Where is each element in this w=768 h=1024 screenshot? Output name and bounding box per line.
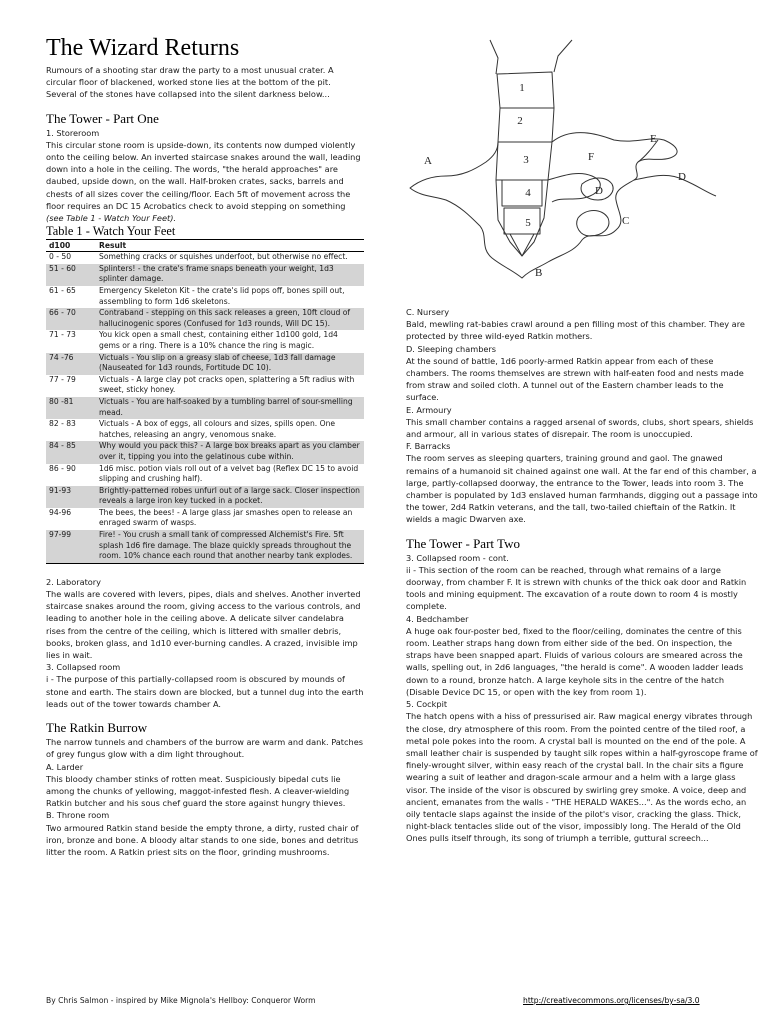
table-body [46, 252, 364, 564]
table-cell-result: Brightly-patterned robes unfurl out of a large sack. Closer inspection reveals a large iron key tucked in a pocket. [96, 486, 364, 508]
footer-credit: By Chris Salmon - inspired by Mike Mignola's Hellboy: Conqueror Worm [46, 996, 316, 1005]
collapsed-room-text: i - The purpose of this partially-collapsed room is obscured by mounds of stone and earth. The stairs down are blocked, but a tunnel dug into the earth leads out of the tower towards chamber A. [46, 674, 364, 709]
table-cell-roll: 66 - 70 [46, 308, 96, 330]
table-cell-roll: 94-96 [49, 507, 72, 517]
storeroom-label: 1. Storeroom [46, 127, 100, 138]
table-caption: Table 1 - Watch Your Feet [46, 224, 176, 239]
table-cell-roll: 86 - 90 [49, 463, 76, 473]
map-label-5: 5 [525, 217, 531, 229]
table-row [46, 486, 364, 508]
larder-text: This bloody chamber stinks of rotten meat. Suspiciously bipedal cuts lie among the chunks of yellowing, maggot-infested flesh. A cleaver-wielding Ratkin butcher and his sous chef guard the store against hungry thieves. [46, 773, 350, 809]
table-cell-result: Splinters! - the crate's frame snaps beneath your weight, 1d3 splinter damage. [96, 264, 364, 286]
map-label-2: 2 [517, 115, 523, 127]
throne-room-text: Two armoured Ratkin stand beside the empty throne, a dirty, rusted chair of iron, bronze and bone. A bloody altar stands to one side, bones and detritus litter the room. A Ratkin priest sits on the floor, grinding mushrooms. [46, 822, 359, 857]
table-cell-result: Contraband - stepping on this sack releases a green, 10ft cloud of hallucinogenic spores (Confused for 1d3 rounds, Will DC 15). [96, 308, 364, 330]
storeroom-table-ref: (see Table 1 - Watch Your Feet). [46, 213, 177, 224]
map-label-c: C [622, 215, 630, 227]
table-row [46, 252, 364, 264]
table-cell-result: Victuals - You are half-soaked by a tumbling barrel of sour-smelling mead. [96, 397, 364, 419]
collapsed-cont-label: 3. Collapsed room - cont. [406, 552, 509, 563]
table-row [46, 353, 364, 375]
burrow-map [402, 30, 732, 296]
map-label-3: 3 [523, 154, 529, 166]
table-row [46, 464, 364, 486]
map-label-a: A [424, 155, 432, 167]
table-cell-result: You kick open a small chest, containing either 1d100 gold, 1d4 gems or a ring. There is a 10% chance the ring is magic. [99, 330, 338, 350]
table-cell-result: Emergency Skeleton Kit - the crate's lid pops off, bones spill out, assembling to form 1d6 skeletons. [99, 286, 345, 306]
table-row [46, 530, 364, 563]
table-row [46, 508, 364, 530]
room-4-box [502, 180, 542, 206]
right-column [406, 306, 758, 845]
table-cell-result: Why would you pack this? - A large box breaks apart as you clamber over it, tipping you into the gelatinous cube within. [96, 441, 364, 463]
map-label-d-east: D [678, 171, 686, 183]
barracks-text: The room serves as sleeping quarters, training ground and gaol. The gnawed remains of a humanoid sit chained against one wall. At the far end of this chamber, a large, partly-collapsed doorway, the entrance to the Tower, leads into room 3. The chamber is populated by 1d3 enslaved human farmhands, digging out a passage into the tower, 2d4 Ratkin veterans, and the tall, two-tailed chieftain of the Ratkin. It wields a magic Dwarven axe. [406, 453, 758, 525]
table-cell-roll: 51 - 60 [46, 264, 96, 286]
armoury-label: E. Armoury [406, 404, 452, 415]
left-column [46, 34, 364, 858]
table-cell-roll: 0 - 50 [49, 252, 72, 262]
chamber-c [577, 211, 609, 237]
table-cell-roll: 71 - 73 [49, 330, 76, 340]
table-row [46, 286, 364, 308]
table-cell-roll: 91-93 [46, 486, 96, 508]
larder-label: A. Larder [46, 761, 84, 772]
room-5-box [504, 208, 540, 234]
table-cell-result: Victuals - A large clay pot cracks open, splattering a 5ft radius with sweet, sticky honey. [99, 374, 355, 395]
map-label-4: 4 [525, 187, 531, 199]
table-row [46, 397, 364, 419]
table-row [46, 264, 364, 286]
map-label-d-west: D [595, 185, 603, 197]
nursery-text: Bald, mewling rat-babies crawl around a pen filling most of this chamber. They are protected by three wild-eyed Ratkin mothers. [406, 319, 745, 342]
table-cell-roll: 74 -76 [46, 353, 96, 375]
page-title: The Wizard Returns [46, 35, 240, 61]
table-cell-result: Victuals - A box of eggs, all colours and sizes, spills open. One hatches, releasing an angry, venomous snake. [99, 419, 336, 439]
collapsed-room-label: 3. Collapsed room [46, 662, 121, 673]
table-cell-result: 1d6 misc. potion vials roll out of a velvet bag (Reflex DC 15 to avoid slipping and crushing half). [99, 463, 359, 484]
table-cell-result: Victuals - You slip on a greasy slab of cheese, 1d3 fall damage (Nauseated for 1d3 rounds, Fortitude DC 10). [96, 353, 364, 375]
table-header-result: Result [96, 240, 364, 252]
burrow-outline [410, 40, 677, 278]
tower-part-one-heading: The Tower - Part One [46, 110, 159, 126]
table-cell-roll: 82 - 83 [49, 419, 76, 429]
nursery-label: C. Nursery [406, 307, 450, 317]
tunnel-east [634, 175, 716, 196]
map-label-f: F [588, 151, 595, 163]
table-cell-roll: 80 -81 [46, 397, 96, 419]
storeroom-text: This circular stone room is upside-down, its contents now dumped violently onto the ceiling below. An inverted staircase snakes around the wall, leading down into a hole in the ceiling. The words, "the herald approaches" are daubed, upside down, on the wall. Half-broken crates, sacks, barrels and chests of all sizes cover the ceiling/floor. Each 5ft of movement across the floor requires an DC 15 Acrobatics check to avoid stepping on something (see Table 1 - Watch Your Feet). [46, 139, 361, 224]
license-link[interactable]: http://creativecommons.org/licenses/by-sa/3.0 [523, 996, 700, 1005]
table-row [46, 441, 364, 463]
table-cell-roll: 61 - 65 [49, 286, 76, 296]
throne-room-label: B. Throne room [46, 810, 110, 821]
map-label-1: 1 [519, 82, 525, 94]
bedchamber-text: A huge oak four-poster bed, fixed to the floor/ceiling, dominates the centre of this room. Leather straps hang down from either side of the bed. On inspection, the straps have been snapped apart. Fluids of various colours are smeared across the walls, spelling out, in 2d6 languages, "the herald is come". A wooden ladder leads down to a round, bronze hatch. A large keyhole sits in the centre of the hatch (Disable Device DC 15, or open with the key from room 1). [406, 625, 744, 697]
table-header-d100: d100 [46, 240, 96, 252]
table-row [46, 419, 364, 441]
table-cell-roll: 77 - 79 [49, 374, 76, 384]
sleeping-chambers-text: At the sound of battle, 1d6 poorly-armed Ratkin appear from each of these chambers. The rooms themselves are strewn with half-eaten food and nests made from straw and soiled cloth. A tunnel out of the Eastern chamber leads to the surface. [406, 355, 744, 403]
table-cell-roll: 84 - 85 [46, 441, 96, 463]
burrow-intro-text: The narrow tunnels and chambers of the burrow are warm and dank. Patches of grey fungus glow with a dim light throughout. [46, 737, 364, 760]
intro-text: Rumours of a shooting star draw the party to a most unusual crater. A circular floor of blackened, worked stone lies at the bottom of the pit. Several of the stones have collapsed into the silent darkness below... [46, 65, 334, 100]
cockpit-text: The hatch opens with a hiss of pressurised air. Raw magical energy vibrates through the close, dry atmosphere of this room. From the pointed centre of the tiled roof, a metal pole pokes into the room. A crystal ball is mounted on the end of the pole. A small leather chair is suspended by taught silk ropes within a half-gyroscope frame of finely-wrought silver, within easy reach of the crystal ball. In the chair sits a figure wearing a suit of leather and dragon-scale armour and a helm with a large glass visor. The inside of the visor is obscured by swirling grey smoke. A voice, deep and ancient, emanates from the walls - "THE HERALD WAKES...". As the words echo, an oily tentacle slaps against the inside of the pilot's visor, cracking the glass. Thick, night-black tentacles slide out of the visor, impossibly long. The Herald of the Old Ones pulls itself through, its song of triumph a terrible, guttural screech... [406, 711, 758, 844]
tower-spire [510, 234, 534, 256]
armoury-text: This small chamber contains a ragged arsenal of swords, clubs, short spears, shields and armour, all in various states of disrepair. The room is unoccupied. [406, 416, 754, 440]
table-row [46, 375, 364, 397]
table-row [46, 330, 364, 352]
table-cell-result: The bees, the bees! - A large glass jar smashes open to release an enraged swarm of wasps. [99, 507, 353, 528]
laboratory-text: The walls are covered with levers, pipes, dials and shelves. Another inverted staircase snakes around the room, giving access to the various controls, and leading to another hole in the ceiling above. A delicate silver candelabra rises from the centre of the ceiling, which is littered with smaller debris, books, broken glass, and 1d10 ever-burning candles. A crazed, invisible imp lies in wait. [46, 589, 361, 661]
table-cell-result: Something cracks or squishes underfoot, but otherwise no effect. [99, 252, 348, 262]
barracks-label: F. Barracks [406, 441, 451, 452]
map-label-e: E [650, 133, 657, 145]
table-cell-result: Fire! - You crush a small tank of compressed Alchemist's Fire. 5ft splash 1d6 fire damage. The blaze quickly spreads throughout the room. 10% chance each round that another nearby tank explodes. [96, 530, 364, 563]
bedchamber-label: 4. Bedchamber [406, 613, 469, 624]
watch-your-feet-table [46, 239, 364, 564]
cockpit-label: 5. Cockpit [406, 699, 448, 710]
table-row [46, 308, 364, 330]
collapsed-cont-text: ii - This section of the room can be reached, through what remains of a large doorway, from chamber F. It is strewn with chunks of the thick oak door and Ratkin tools and mining equipment. The excavation of a route down to room 4 is mostly complete. [406, 564, 747, 612]
tower-part-two-heading: The Tower - Part Two [406, 535, 520, 551]
laboratory-label: 2. Laboratory [46, 576, 102, 587]
sleeping-chambers-label: D. Sleeping chambers [406, 343, 497, 354]
map-label-b: B [535, 267, 543, 279]
table-header-row [46, 240, 364, 252]
table-cell-roll: 97-99 [46, 530, 96, 563]
ratkin-burrow-heading: The Ratkin Burrow [46, 720, 148, 736]
